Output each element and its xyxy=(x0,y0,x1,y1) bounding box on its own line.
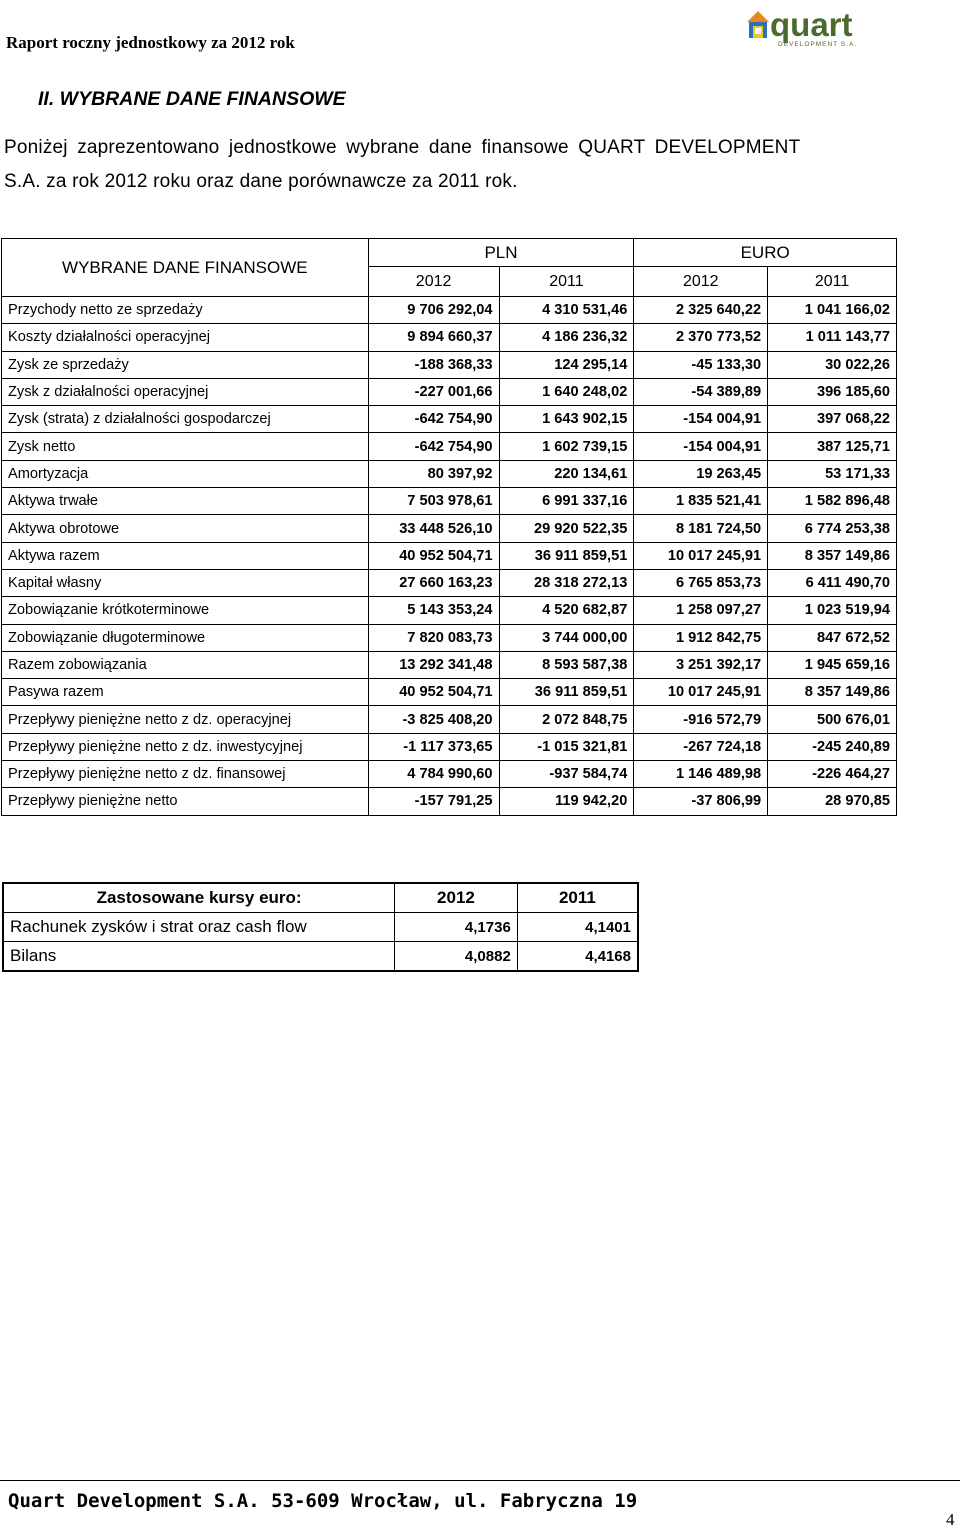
value-cell: 1 041 166,02 xyxy=(768,297,897,324)
table-row xyxy=(2,488,897,515)
rates-year-header: 2011 xyxy=(517,883,638,913)
table-row xyxy=(2,433,897,460)
value-cell: -227 001,66 xyxy=(368,378,499,405)
value-cell: 10 017 245,91 xyxy=(634,542,768,569)
intro-line-1: Poniżej zaprezentowano jednostkowe wybrane dane finansowe QUART DEVELOPMENT xyxy=(4,137,801,158)
value-cell: 1 582 896,48 xyxy=(768,488,897,515)
value-cell: -45 133,30 xyxy=(634,351,768,378)
value-cell: -937 584,74 xyxy=(499,761,634,788)
value-cell: 30 022,26 xyxy=(768,351,897,378)
value-cell: -1 117 373,65 xyxy=(368,733,499,760)
row-label: Przepływy pieniężne netto z dz. finansowej xyxy=(2,761,369,788)
table-row xyxy=(2,378,897,405)
value-cell: 6 411 490,70 xyxy=(768,569,897,596)
rates-value: 4,1401 xyxy=(517,913,638,942)
value-cell: 5 143 353,24 xyxy=(368,597,499,624)
value-cell: -154 004,91 xyxy=(634,433,768,460)
value-cell: 396 185,60 xyxy=(768,378,897,405)
value-cell: 3 251 392,17 xyxy=(634,651,768,678)
table-row xyxy=(2,569,897,596)
value-cell: 40 952 504,71 xyxy=(368,679,499,706)
row-label: Przepływy pieniężne netto z dz. inwestycyjnej xyxy=(2,733,369,760)
value-cell: 27 660 163,23 xyxy=(368,569,499,596)
value-cell: 397 068,22 xyxy=(768,406,897,433)
row-label: Zysk (strata) z działalności gospodarczej xyxy=(2,406,369,433)
table-row xyxy=(2,597,897,624)
value-cell: 1 912 842,75 xyxy=(634,624,768,651)
value-cell: 124 295,14 xyxy=(499,351,634,378)
value-cell: -54 389,89 xyxy=(634,378,768,405)
table-row xyxy=(2,651,897,678)
value-cell: 40 952 504,71 xyxy=(368,542,499,569)
page-number: 4 xyxy=(946,1510,955,1529)
row-label: Aktywa razem xyxy=(2,542,369,569)
table-row xyxy=(2,460,897,487)
value-cell: -3 825 408,20 xyxy=(368,706,499,733)
value-cell: 1 643 902,15 xyxy=(499,406,634,433)
value-cell: 28 318 272,13 xyxy=(499,569,634,596)
row-label: Przepływy pieniężne netto z dz. operacyjnej xyxy=(2,706,369,733)
table-row xyxy=(2,297,897,324)
value-cell: 387 125,71 xyxy=(768,433,897,460)
value-cell: 4 784 990,60 xyxy=(368,761,499,788)
row-label: Kapitał własny xyxy=(2,569,369,596)
row-label: Zobowiązanie długoterminowe xyxy=(2,624,369,651)
table-row xyxy=(2,351,897,378)
value-cell: 119 942,20 xyxy=(499,788,634,815)
value-cell: -154 004,91 xyxy=(634,406,768,433)
value-cell: 36 911 859,51 xyxy=(499,542,634,569)
row-label: Zysk ze sprzedaży xyxy=(2,351,369,378)
row-label: Pasywa razem xyxy=(2,679,369,706)
value-cell: 7 820 083,73 xyxy=(368,624,499,651)
value-cell: 1 602 739,15 xyxy=(499,433,634,460)
financial-data-table xyxy=(1,238,897,816)
row-label: Aktywa obrotowe xyxy=(2,515,369,542)
rates-value: 4,0882 xyxy=(395,942,518,972)
value-cell: 1 640 248,02 xyxy=(499,378,634,405)
value-cell: 2 072 848,75 xyxy=(499,706,634,733)
rates-value: 4,1736 xyxy=(395,913,518,942)
value-cell: -1 015 321,81 xyxy=(499,733,634,760)
value-cell: 80 397,92 xyxy=(368,460,499,487)
section-title: II. WYBRANE DANE FINANSOWE xyxy=(38,88,346,110)
year-header: 2011 xyxy=(499,267,634,297)
value-cell: 9 706 292,04 xyxy=(368,297,499,324)
logo-subtext: DEVELOPMENT S.A. xyxy=(778,41,858,48)
value-cell: 1 146 489,98 xyxy=(634,761,768,788)
value-cell: -226 464,27 xyxy=(768,761,897,788)
currency-header-pln: PLN xyxy=(368,239,634,267)
row-label: Przychody netto ze sprzedaży xyxy=(2,297,369,324)
value-cell: 19 263,45 xyxy=(634,460,768,487)
value-cell: 7 503 978,61 xyxy=(368,488,499,515)
value-cell: 1 011 143,77 xyxy=(768,324,897,351)
table-row xyxy=(2,761,897,788)
table-row xyxy=(2,406,897,433)
value-cell: 6 765 853,73 xyxy=(634,569,768,596)
value-cell: 1 023 519,94 xyxy=(768,597,897,624)
table-row xyxy=(2,515,897,542)
value-cell: 8 593 587,38 xyxy=(499,651,634,678)
value-cell: 4 520 682,87 xyxy=(499,597,634,624)
value-cell: 500 676,01 xyxy=(768,706,897,733)
year-header: 2012 xyxy=(368,267,499,297)
row-label: Amortyzacja xyxy=(2,460,369,487)
logo-wordmark: quart xyxy=(770,6,853,43)
value-cell: 36 911 859,51 xyxy=(499,679,634,706)
table-row xyxy=(2,706,897,733)
value-cell: 6 991 337,16 xyxy=(499,488,634,515)
value-cell: 3 744 000,00 xyxy=(499,624,634,651)
report-header-title: Raport roczny jednostkowy za 2012 rok xyxy=(6,33,295,52)
value-cell: 4 310 531,46 xyxy=(499,297,634,324)
rates-year-header: 2012 xyxy=(395,883,518,913)
house-logo-icon xyxy=(744,6,862,48)
rates-row xyxy=(3,913,638,942)
value-cell: 847 672,52 xyxy=(768,624,897,651)
value-cell: -37 806,99 xyxy=(634,788,768,815)
rates-row-label: Bilans xyxy=(3,942,395,972)
value-cell: 53 171,33 xyxy=(768,460,897,487)
value-cell: 2 370 773,52 xyxy=(634,324,768,351)
value-cell: -245 240,89 xyxy=(768,733,897,760)
table-row xyxy=(2,788,897,815)
row-label: Zysk netto xyxy=(2,433,369,460)
table-row xyxy=(2,733,897,760)
currency-header-euro: EURO xyxy=(634,239,897,267)
value-cell: 8 357 149,86 xyxy=(768,679,897,706)
value-cell: 4 186 236,32 xyxy=(499,324,634,351)
footer-address: Quart Development S.A. 53-609 Wrocław, ul. Fabryczna 19 xyxy=(8,1490,638,1512)
value-cell: 220 134,61 xyxy=(499,460,634,487)
value-cell: 28 970,85 xyxy=(768,788,897,815)
year-header: 2012 xyxy=(634,267,768,297)
row-label: Zysk z działalności operacyjnej xyxy=(2,378,369,405)
value-cell: 8 357 149,86 xyxy=(768,542,897,569)
value-cell: 13 292 341,48 xyxy=(368,651,499,678)
row-label: Razem zobowiązania xyxy=(2,651,369,678)
table-row xyxy=(2,624,897,651)
intro-paragraph xyxy=(4,131,874,199)
value-cell: -916 572,79 xyxy=(634,706,768,733)
value-cell: 2 325 640,22 xyxy=(634,297,768,324)
table-row xyxy=(2,324,897,351)
value-cell: -642 754,90 xyxy=(368,406,499,433)
row-label: Aktywa trwałe xyxy=(2,488,369,515)
footer-divider xyxy=(0,1480,960,1481)
rates-header-label: Zastosowane kursy euro: xyxy=(3,883,395,913)
value-cell: -267 724,18 xyxy=(634,733,768,760)
value-cell: -188 368,33 xyxy=(368,351,499,378)
rates-value: 4,4168 xyxy=(517,942,638,972)
value-cell: 8 181 724,50 xyxy=(634,515,768,542)
rates-row-label: Rachunek zysków i strat oraz cash flow xyxy=(3,913,395,942)
exchange-rates-table xyxy=(2,882,639,972)
value-cell: 29 920 522,35 xyxy=(499,515,634,542)
row-label: Zobowiązanie krótkoterminowe xyxy=(2,597,369,624)
value-cell: 9 894 660,37 xyxy=(368,324,499,351)
quart-logo xyxy=(744,6,862,48)
value-cell: 10 017 245,91 xyxy=(634,679,768,706)
value-cell: -642 754,90 xyxy=(368,433,499,460)
rates-row xyxy=(3,942,638,972)
row-label: Koszty działalności operacyjnej xyxy=(2,324,369,351)
value-cell: 1 258 097,27 xyxy=(634,597,768,624)
value-cell: 1 835 521,41 xyxy=(634,488,768,515)
intro-line-2: S.A. za rok 2012 roku oraz dane porównawcze za 2011 rok. xyxy=(4,171,518,192)
value-cell: 33 448 526,10 xyxy=(368,515,499,542)
value-cell: 6 774 253,38 xyxy=(768,515,897,542)
table-row xyxy=(2,542,897,569)
value-cell: -157 791,25 xyxy=(368,788,499,815)
row-label: Przepływy pieniężne netto xyxy=(2,788,369,815)
year-header: 2011 xyxy=(768,267,897,297)
value-cell: 1 945 659,16 xyxy=(768,651,897,678)
table-row xyxy=(2,679,897,706)
table-corner-label: WYBRANE DANE FINANSOWE xyxy=(2,239,369,297)
